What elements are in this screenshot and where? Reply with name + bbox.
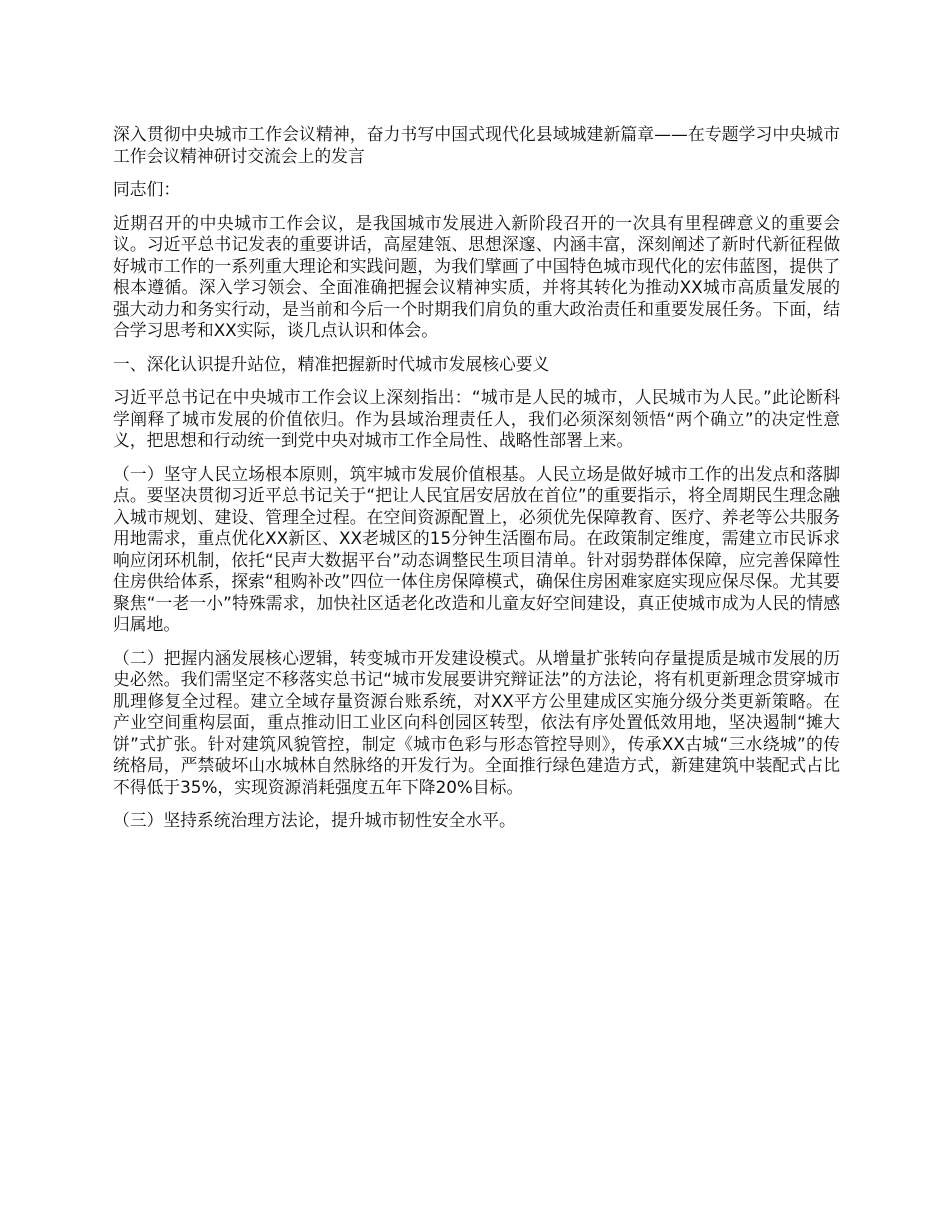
paragraph-subsection-1: （一）坚守人民立场根本原则，筑牢城市发展价值根基。人民立场是做好城市工作的出发点和落脚点。要坚决贯彻习近平总书记关于“把让人民宜居安居放在首位”的重要指示，将全周期民生理念融入城市规划、建设、管理全过程。在空间资源配置上，必须优先保障教育、医疗、养老等公共服务用地需求，重点优化XX新区、XX老城区的15分钟生活圈布局。在政策制定维度，需建立市民诉求响应闭环机制，依托“民声大数据平台”动态调整民生项目清单。针对弱势群体保障，应完善保障性住房供给体系，探索“租购补改”四位一体住房保障模式，确保住房困难家庭实现应保尽保。尤其要聚焦“一老一小”特殊需求，加快社区适老化改造和儿童友好空间建设，真正使城市成为人民的情感归属地。 xyxy=(113,463,840,634)
document-title: 深入贯彻中央城市工作会议精神，奋力书写中国式现代化县域城建新篇章——在专题学习中央城市工作会议精神研讨交流会上的发言 xyxy=(113,124,840,166)
document-page xyxy=(113,124,840,844)
paragraph-section-1-intro: 习近平总书记在中央城市工作会议上深刻指出：“城市是人民的城市，人民城市为人民。”此论断科学阐释了城市发展的价值依归。作为县域治理责任人，我们必须深刻领悟“两个确立”的决定性意义，把思想和行动统一到党中央对城市工作全局性、战略性部署上来。 xyxy=(113,387,840,450)
paragraph-subsection-2: （二）把握内涵发展核心逻辑，转变城市开发建设模式。从增量扩张转向存量提质是城市发展的历史必然。我们需坚定不移落实总书记“城市发展要讲究辩证法”的方法论，将有机更新理念贯穿城市肌理修复全过程。建立全域存量资源台账系统，对XX平方公里建成区实施分级分类更新策略。在产业空间重构层面，重点推动旧工业区向科创园区转型，依法有序处置低效用地，坚决遏制“摊大饼”式扩张。针对建筑风貌管控，制定《城市色彩与形态管控导则》，传承XX古城“三水绕城”的传统格局，严禁破坏山水城林自然脉络的开发行为。全面推行绿色建造方式，新建建筑中装配式占比不得低于35%，实现资源消耗强度五年下降20%目标。 xyxy=(113,647,840,797)
paragraph-subsection-3: （三）坚持系统治理方法论，提升城市韧性安全水平。 xyxy=(113,810,516,830)
salutation: 同志们： xyxy=(113,179,181,199)
paragraph-intro: 近期召开的中央城市工作会议，是我国城市发展进入新阶段召开的一次具有里程碑意义的重要会议。习近平总书记发表的重要讲话，高屋建瓴、思想深邃、内涵丰富，深刻阐述了新时代新征程做好城市工作的一系列重大理论和实践问题，为我们擘画了中国特色城市现代化的宏伟蓝图，提供了根本遵循。深入学习领会、全面准确把握会议精神实质，并将其转化为推动XX城市高质量发展的强大动力和务实行动，是当前和今后一个时期我们肩负的重大政治责任和重要发展任务。下面，结合学习思考和XX实际，谈几点认识和体会。 xyxy=(113,212,840,340)
section-heading-1: 一、深化认识提升站位，精准把握新时代城市发展核心要义 xyxy=(113,353,550,374)
